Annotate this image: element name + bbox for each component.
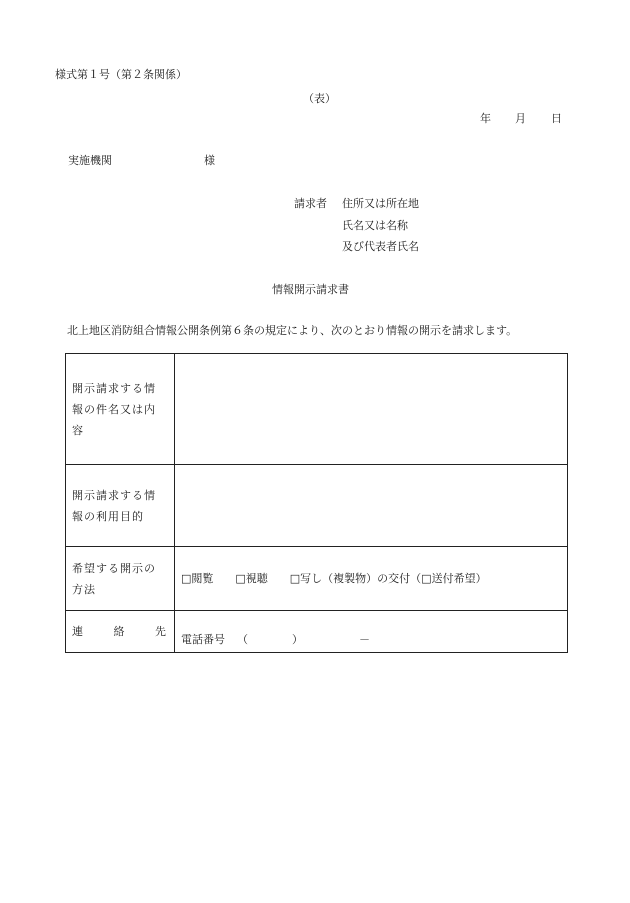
phone-paren-open: （ bbox=[237, 633, 248, 646]
table-row bbox=[66, 465, 568, 547]
subject-field[interactable] bbox=[175, 354, 568, 465]
phone-label: 電話番号 bbox=[181, 633, 225, 646]
row-label-method bbox=[66, 547, 175, 611]
form-number: 様式第１号（第２条関係） bbox=[55, 68, 187, 81]
label-line: 方法 bbox=[72, 582, 96, 596]
row-label-contact bbox=[66, 611, 175, 653]
label-line: 容 bbox=[72, 423, 84, 437]
purpose-field[interactable] bbox=[175, 465, 568, 547]
contact-char: 連 bbox=[72, 625, 83, 638]
document-title: 情報開示請求書 bbox=[272, 283, 349, 296]
label-line: 希望する開示の bbox=[72, 561, 156, 575]
requester-label: 請求者 bbox=[294, 197, 327, 210]
date-year: 年 bbox=[480, 112, 491, 125]
contact-char: 先 bbox=[155, 625, 166, 638]
intro-text: 北上地区消防組合情報公開条例第６条の規定により、次のとおり情報の開示を請求します。 bbox=[67, 324, 518, 337]
method-options[interactable] bbox=[175, 547, 568, 611]
label-line: 開示請求する情 bbox=[72, 381, 156, 395]
table-row bbox=[66, 611, 568, 653]
contact-char: 絡 bbox=[113, 625, 125, 638]
phone-paren-close: ） bbox=[292, 633, 303, 646]
row-label-purpose bbox=[66, 465, 175, 547]
addressee-org: 実施機関 bbox=[68, 154, 112, 167]
label-line: 報の件名又は内 bbox=[72, 402, 156, 416]
requester-address: 住所又は所在地 bbox=[342, 197, 419, 210]
request-form-table bbox=[65, 353, 568, 653]
label-line: 報の利用目的 bbox=[72, 509, 144, 523]
row-label-subject bbox=[66, 354, 175, 465]
addressee-honorific: 様 bbox=[204, 154, 215, 167]
method-options-text: □閲覧 □視聴 □写し（複製物）の交付（□送付希望） bbox=[181, 571, 487, 585]
label-line: 開示請求する情 bbox=[72, 488, 156, 502]
table-row bbox=[66, 354, 568, 465]
date-month: 月 bbox=[515, 112, 526, 125]
phone-dash: － bbox=[359, 633, 370, 646]
requester-name: 氏名又は名称 bbox=[342, 219, 408, 232]
table-row bbox=[66, 547, 568, 611]
date-day: 日 bbox=[551, 112, 562, 125]
side-label: （表） bbox=[303, 92, 336, 105]
requester-representative: 及び代表者氏名 bbox=[342, 240, 419, 253]
contact-field[interactable] bbox=[175, 611, 568, 653]
